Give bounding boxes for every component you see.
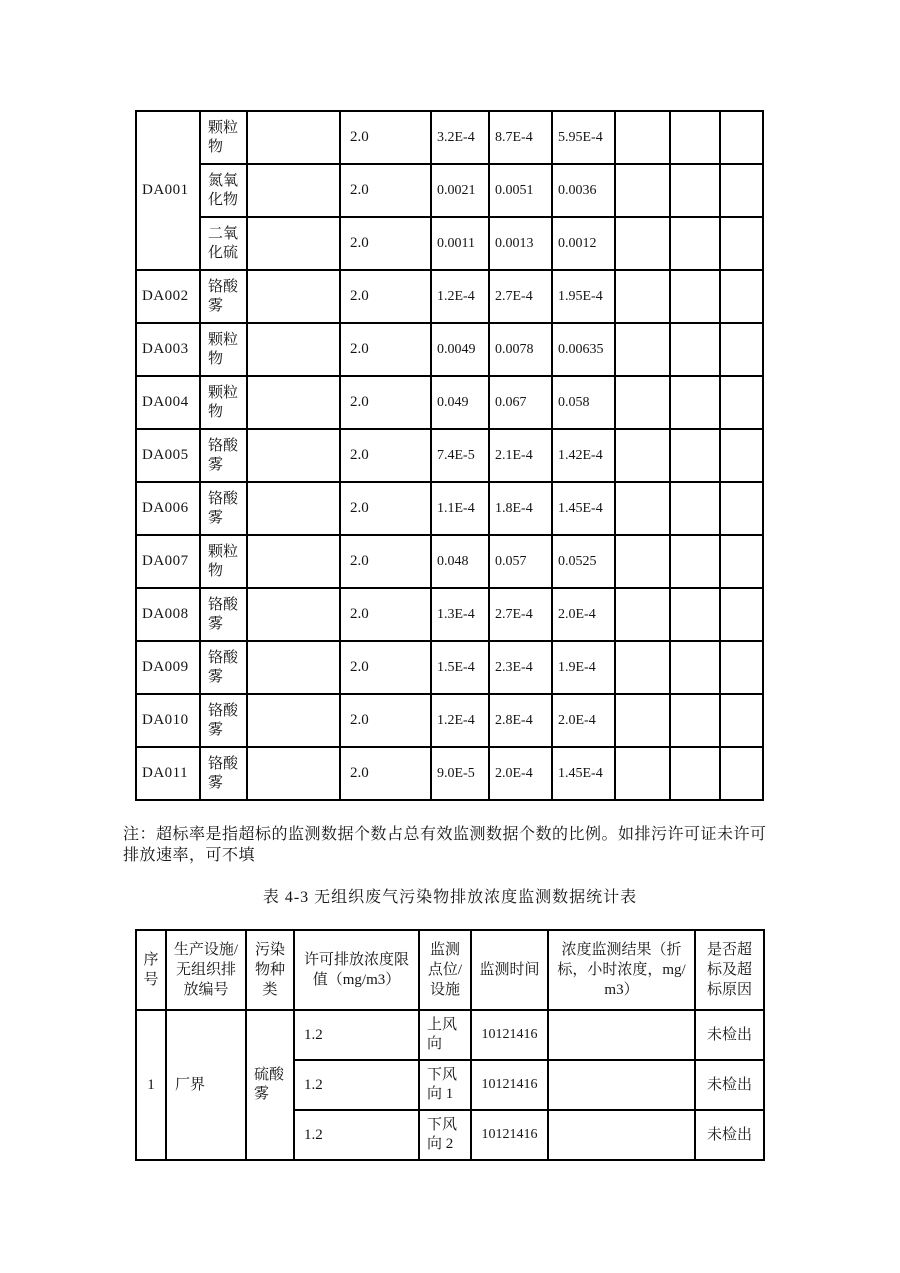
monitoring-time-cell: 10121416 [471, 1010, 548, 1060]
footnote-line-1: 注：超标率是指超标的监测数据个数占总有效监测数据个数的比例。如排污许可证未许可 [123, 826, 767, 843]
value-max-cell: 0.0013 [489, 217, 552, 270]
value-avg-cell: 1.9E-4 [552, 641, 615, 694]
table-row [136, 164, 763, 217]
empty-cell [247, 588, 340, 641]
outlet-id-cell: DA002 [136, 270, 200, 323]
outlet-id-cell: DA005 [136, 429, 200, 482]
empty-cell [670, 164, 720, 217]
pollutant-cell: 颗粒物 [200, 535, 247, 588]
seq-cell: 1 [136, 1010, 166, 1160]
limit-cell: 1.2 [294, 1110, 419, 1160]
limit-cell: 2.0 [340, 111, 431, 164]
outlet-id-cell: DA004 [136, 376, 200, 429]
empty-cell [247, 323, 340, 376]
empty-cell [670, 535, 720, 588]
table-row [136, 429, 763, 482]
empty-cell [720, 482, 763, 535]
limit-cell: 2.0 [340, 164, 431, 217]
pollutant-cell: 铬酸雾 [200, 694, 247, 747]
empty-cell [670, 270, 720, 323]
monitoring-point-cell: 下风向 1 [419, 1060, 471, 1110]
empty-cell [670, 217, 720, 270]
monitoring-point-cell: 上风向 [419, 1010, 471, 1060]
pollutant-cell: 铬酸雾 [200, 641, 247, 694]
limit-cell: 2.0 [340, 482, 431, 535]
limit-cell: 1.2 [294, 1060, 419, 1110]
header-facility: 生产设施/无组织排放编号 [166, 930, 246, 1010]
empty-cell [615, 535, 670, 588]
pollutant-cell: 铬酸雾 [200, 482, 247, 535]
outlet-id-cell: DA009 [136, 641, 200, 694]
empty-cell [247, 482, 340, 535]
empty-cell [615, 376, 670, 429]
header-result: 浓度监测结果（折标，小时浓度，mg/m3） [548, 930, 695, 1010]
value-max-cell: 8.7E-4 [489, 111, 552, 164]
pollutant-cell: 颗粒物 [200, 376, 247, 429]
result-cell [548, 1010, 695, 1060]
value-min-cell: 9.0E-5 [431, 747, 489, 800]
limit-cell: 2.0 [340, 376, 431, 429]
table-row [136, 217, 763, 270]
header-time: 监测时间 [471, 930, 548, 1010]
value-avg-cell: 1.95E-4 [552, 270, 615, 323]
header-pollutant: 污染物种类 [246, 930, 294, 1010]
empty-cell [720, 270, 763, 323]
pollutant-cell: 颗粒物 [200, 323, 247, 376]
value-avg-cell: 5.95E-4 [552, 111, 615, 164]
pollutant-cell: 二氧化硫 [200, 217, 247, 270]
monitoring-time-cell: 10121416 [471, 1110, 548, 1160]
limit-cell: 2.0 [340, 694, 431, 747]
value-max-cell: 0.0078 [489, 323, 552, 376]
empty-cell [247, 694, 340, 747]
pollutant-cell: 铬酸雾 [200, 588, 247, 641]
table-row [136, 694, 763, 747]
outlet-id-cell: DA003 [136, 323, 200, 376]
pollutant-cell: 铬酸雾 [200, 270, 247, 323]
value-max-cell: 2.7E-4 [489, 270, 552, 323]
result-cell [548, 1110, 695, 1160]
empty-cell [670, 588, 720, 641]
empty-cell [720, 429, 763, 482]
value-avg-cell: 1.42E-4 [552, 429, 615, 482]
value-min-cell: 1.5E-4 [431, 641, 489, 694]
empty-cell [615, 270, 670, 323]
pollutant-cell: 铬酸雾 [200, 747, 247, 800]
pollutant-cell: 铬酸雾 [200, 429, 247, 482]
empty-cell [615, 323, 670, 376]
table-row [136, 588, 763, 641]
value-max-cell: 1.8E-4 [489, 482, 552, 535]
empty-cell [720, 747, 763, 800]
pollutant-cell: 硫酸雾 [246, 1010, 294, 1160]
outlet-id-cell: DA007 [136, 535, 200, 588]
exceed-cell: 未检出 [695, 1110, 764, 1160]
empty-cell [247, 111, 340, 164]
table-row [136, 1010, 764, 1060]
outlet-id-cell: DA011 [136, 747, 200, 800]
table-row [136, 323, 763, 376]
empty-cell [670, 482, 720, 535]
limit-cell: 2.0 [340, 588, 431, 641]
value-min-cell: 1.2E-4 [431, 270, 489, 323]
empty-cell [247, 376, 340, 429]
limit-cell: 2.0 [340, 747, 431, 800]
empty-cell [670, 111, 720, 164]
empty-cell [615, 694, 670, 747]
empty-cell [247, 429, 340, 482]
outlet-id-cell: DA001 [136, 111, 200, 270]
empty-cell [720, 217, 763, 270]
table-row [136, 270, 763, 323]
empty-cell [720, 588, 763, 641]
value-min-cell: 7.4E-5 [431, 429, 489, 482]
value-min-cell: 1.2E-4 [431, 694, 489, 747]
empty-cell [247, 535, 340, 588]
limit-cell: 1.2 [294, 1010, 419, 1060]
empty-cell [247, 217, 340, 270]
value-max-cell: 0.067 [489, 376, 552, 429]
value-avg-cell: 0.0012 [552, 217, 615, 270]
table-header-row [136, 930, 764, 1010]
outlet-id-cell: DA006 [136, 482, 200, 535]
limit-cell: 2.0 [340, 217, 431, 270]
value-min-cell: 3.2E-4 [431, 111, 489, 164]
empty-cell [720, 323, 763, 376]
empty-cell [670, 376, 720, 429]
table-row [136, 482, 763, 535]
outlet-id-cell: DA008 [136, 588, 200, 641]
monitoring-time-cell: 10121416 [471, 1060, 548, 1110]
limit-cell: 2.0 [340, 323, 431, 376]
empty-cell [615, 482, 670, 535]
pollutant-cell: 氮氧化物 [200, 164, 247, 217]
pollutant-cell: 颗粒物 [200, 111, 247, 164]
table-row [136, 535, 763, 588]
outlet-id-cell: DA010 [136, 694, 200, 747]
value-avg-cell: 1.45E-4 [552, 747, 615, 800]
value-avg-cell: 1.45E-4 [552, 482, 615, 535]
value-max-cell: 2.3E-4 [489, 641, 552, 694]
stack-emission-table [135, 110, 764, 801]
fugitive-emission-table [135, 929, 765, 1161]
empty-cell [720, 111, 763, 164]
value-max-cell: 2.7E-4 [489, 588, 552, 641]
header-point: 监测点位/设施 [419, 930, 471, 1010]
value-max-cell: 0.0051 [489, 164, 552, 217]
table-row [136, 747, 763, 800]
table-row [136, 641, 763, 694]
empty-cell [615, 747, 670, 800]
empty-cell [247, 747, 340, 800]
value-avg-cell: 0.0525 [552, 535, 615, 588]
empty-cell [720, 694, 763, 747]
header-exceed: 是否超标及超标原因 [695, 930, 764, 1010]
empty-cell [615, 588, 670, 641]
value-avg-cell: 0.058 [552, 376, 615, 429]
empty-cell [670, 694, 720, 747]
section-title: 表 4-3 无组织废气污染物排放浓度监测数据统计表 [262, 889, 638, 906]
value-min-cell: 1.1E-4 [431, 482, 489, 535]
empty-cell [615, 111, 670, 164]
footnote-line-2: 排放速率，可不填 [123, 847, 256, 864]
limit-cell: 2.0 [340, 270, 431, 323]
empty-cell [720, 641, 763, 694]
value-min-cell: 0.0021 [431, 164, 489, 217]
table-row [136, 376, 763, 429]
value-min-cell: 0.0049 [431, 323, 489, 376]
value-min-cell: 0.048 [431, 535, 489, 588]
limit-cell: 2.0 [340, 535, 431, 588]
empty-cell [615, 429, 670, 482]
limit-cell: 2.0 [340, 641, 431, 694]
value-max-cell: 2.8E-4 [489, 694, 552, 747]
limit-cell: 2.0 [340, 429, 431, 482]
result-cell [548, 1060, 695, 1110]
empty-cell [247, 164, 340, 217]
table-footnote [123, 824, 788, 866]
value-avg-cell: 0.00635 [552, 323, 615, 376]
empty-cell [615, 641, 670, 694]
empty-cell [720, 164, 763, 217]
value-max-cell: 0.057 [489, 535, 552, 588]
empty-cell [247, 641, 340, 694]
empty-cell [670, 747, 720, 800]
empty-cell [720, 535, 763, 588]
value-avg-cell: 0.0036 [552, 164, 615, 217]
empty-cell [615, 164, 670, 217]
value-avg-cell: 2.0E-4 [552, 694, 615, 747]
value-avg-cell: 2.0E-4 [552, 588, 615, 641]
empty-cell [720, 376, 763, 429]
value-max-cell: 2.0E-4 [489, 747, 552, 800]
exceed-cell: 未检出 [695, 1060, 764, 1110]
monitoring-point-cell: 下风向 2 [419, 1110, 471, 1160]
value-max-cell: 2.1E-4 [489, 429, 552, 482]
empty-cell [670, 641, 720, 694]
empty-cell [670, 323, 720, 376]
empty-cell [247, 270, 340, 323]
header-seq: 序号 [136, 930, 166, 1010]
empty-cell [670, 429, 720, 482]
value-min-cell: 0.0011 [431, 217, 489, 270]
facility-cell: 厂界 [166, 1010, 246, 1160]
value-min-cell: 1.3E-4 [431, 588, 489, 641]
header-limit: 许可排放浓度限值（mg/m3） [294, 930, 419, 1010]
value-min-cell: 0.049 [431, 376, 489, 429]
exceed-cell: 未检出 [695, 1010, 764, 1060]
empty-cell [615, 217, 670, 270]
table-row [136, 111, 763, 164]
